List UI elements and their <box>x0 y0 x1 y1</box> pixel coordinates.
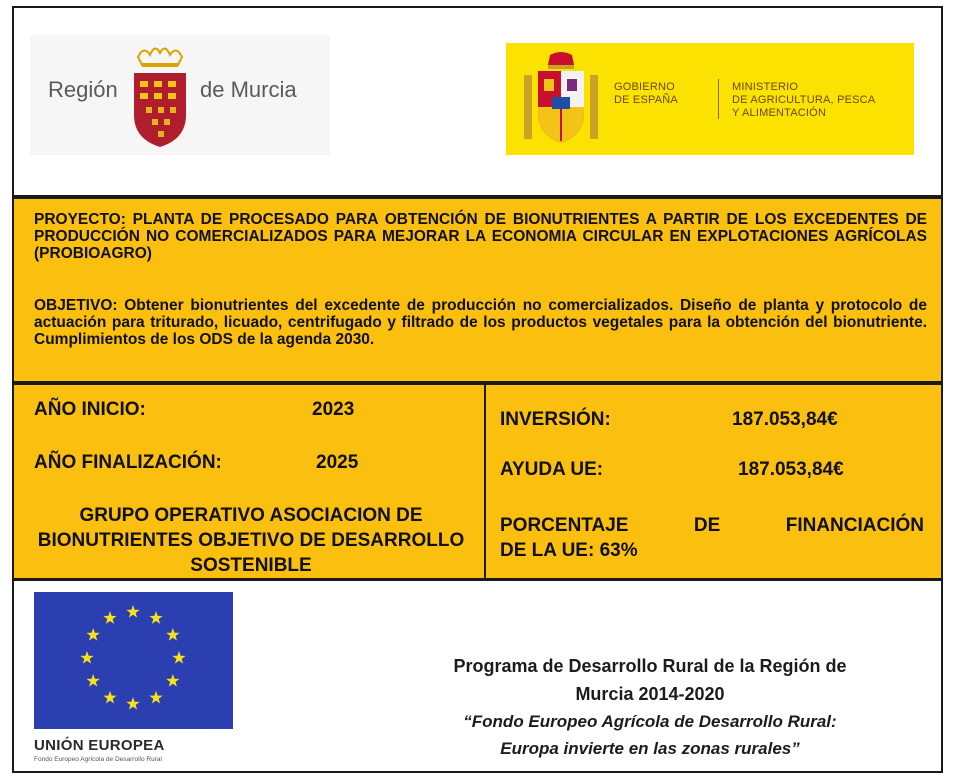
ministerio-line-3: Y ALIMENTACIÓN <box>732 107 827 119</box>
eu-aid-value: 187.053,84€ <box>738 459 844 480</box>
gobierno-text <box>614 81 678 107</box>
start-year-label: AÑO INICIO: <box>34 399 146 420</box>
ministerio-line-2: DE AGRICULTURA, PESCA <box>732 94 876 106</box>
funding-percentage-line-1: PORCENTAJE DE FINANCIACIÓN <box>500 515 924 536</box>
eu-aid-label: AYUDA UE: <box>500 459 604 480</box>
eu-star-icon <box>126 697 139 710</box>
ministerio-line-1: MINISTERIO <box>732 81 799 93</box>
project-description-band <box>12 197 943 383</box>
end-year-label: AÑO FINALIZACIÓN: <box>34 452 222 473</box>
start-year-value: 2023 <box>312 399 355 420</box>
eu-star-icon <box>149 691 162 704</box>
spain-coat-of-arms-icon <box>520 51 602 147</box>
eu-star-icon <box>103 611 116 624</box>
eu-label: UNIÓN EUROPEA <box>34 737 165 754</box>
eu-fund-subtitle: Fondo Europeo Agrícola de Desarrollo Rural <box>34 756 162 763</box>
eu-star-icon <box>149 611 162 624</box>
eu-star-icon <box>103 691 116 704</box>
fund-quote-line-2: Europa invierte en las zonas rurales” <box>500 739 800 758</box>
eu-stars-ring <box>34 592 233 729</box>
region-de-murcia-logo <box>30 35 330 155</box>
eu-star-icon <box>80 651 93 664</box>
programme-line-2: Murcia 2014-2020 <box>575 684 725 704</box>
fund-quote-line-1: “Fondo Europeo Agrícola de Desarrollo Rural: <box>463 712 837 731</box>
investment-value: 187.053,84€ <box>732 409 838 430</box>
murcia-crest-icon <box>128 43 192 151</box>
region-text: Región <box>48 77 118 102</box>
end-year-value: 2025 <box>316 452 359 473</box>
proyecto-text: PROYECTO: PLANTA DE PROCESADO PARA OBTENCIÓN DE BIONUTRIENTES A PARTIR DE LOS EXCEDENTES DE PRODUCCIÓN NO COMERCIALIZADOS PARA MEJORAR LA ECONOMIA CIRCULAR EN EXPLOTACIONES AGRÍCOLAS (PROBIOAGRO) <box>34 211 927 262</box>
eu-flag <box>34 592 233 729</box>
project-dates-box <box>12 383 486 580</box>
eu-star-icon <box>87 628 100 641</box>
programme-line-1: Programa de Desarrollo Rural de la Región de <box>453 656 847 676</box>
funding-percentage-line-2: DE LA UE: 63% <box>500 540 638 561</box>
eu-star-icon <box>172 651 185 664</box>
gobierno-line-2: DE ESPAÑA <box>614 94 678 106</box>
gobierno-de-espana-logo <box>506 43 914 155</box>
gov-divider <box>718 79 719 119</box>
eu-star-icon <box>126 605 139 618</box>
eu-star-icon <box>166 674 179 687</box>
gobierno-line-1: GOBIERNO <box>614 81 675 93</box>
investment-label: INVERSIÓN: <box>500 409 611 430</box>
eu-star-icon <box>166 628 179 641</box>
eu-star-icon <box>87 674 100 687</box>
objetivo-text: OBJETIVO: Obtener bionutrientes del excedente de producción no comercializados. Diseño de planta y protocolo de actuación para triturado, licuado, centrifugado y filtrado de los productos vegetales para la obtención del bionutriente. Cumplimientos de los ODS de la agenda 2030. <box>34 297 927 348</box>
project-funding-box <box>484 383 943 580</box>
ministerio-text <box>732 81 875 120</box>
operational-group-name: GRUPO OPERATIVO ASOCIACION DE BIONUTRIENTES OBJETIVO DE DESARROLLO SOSTENIBLE <box>37 505 465 576</box>
de-murcia-text: de Murcia <box>200 77 297 102</box>
